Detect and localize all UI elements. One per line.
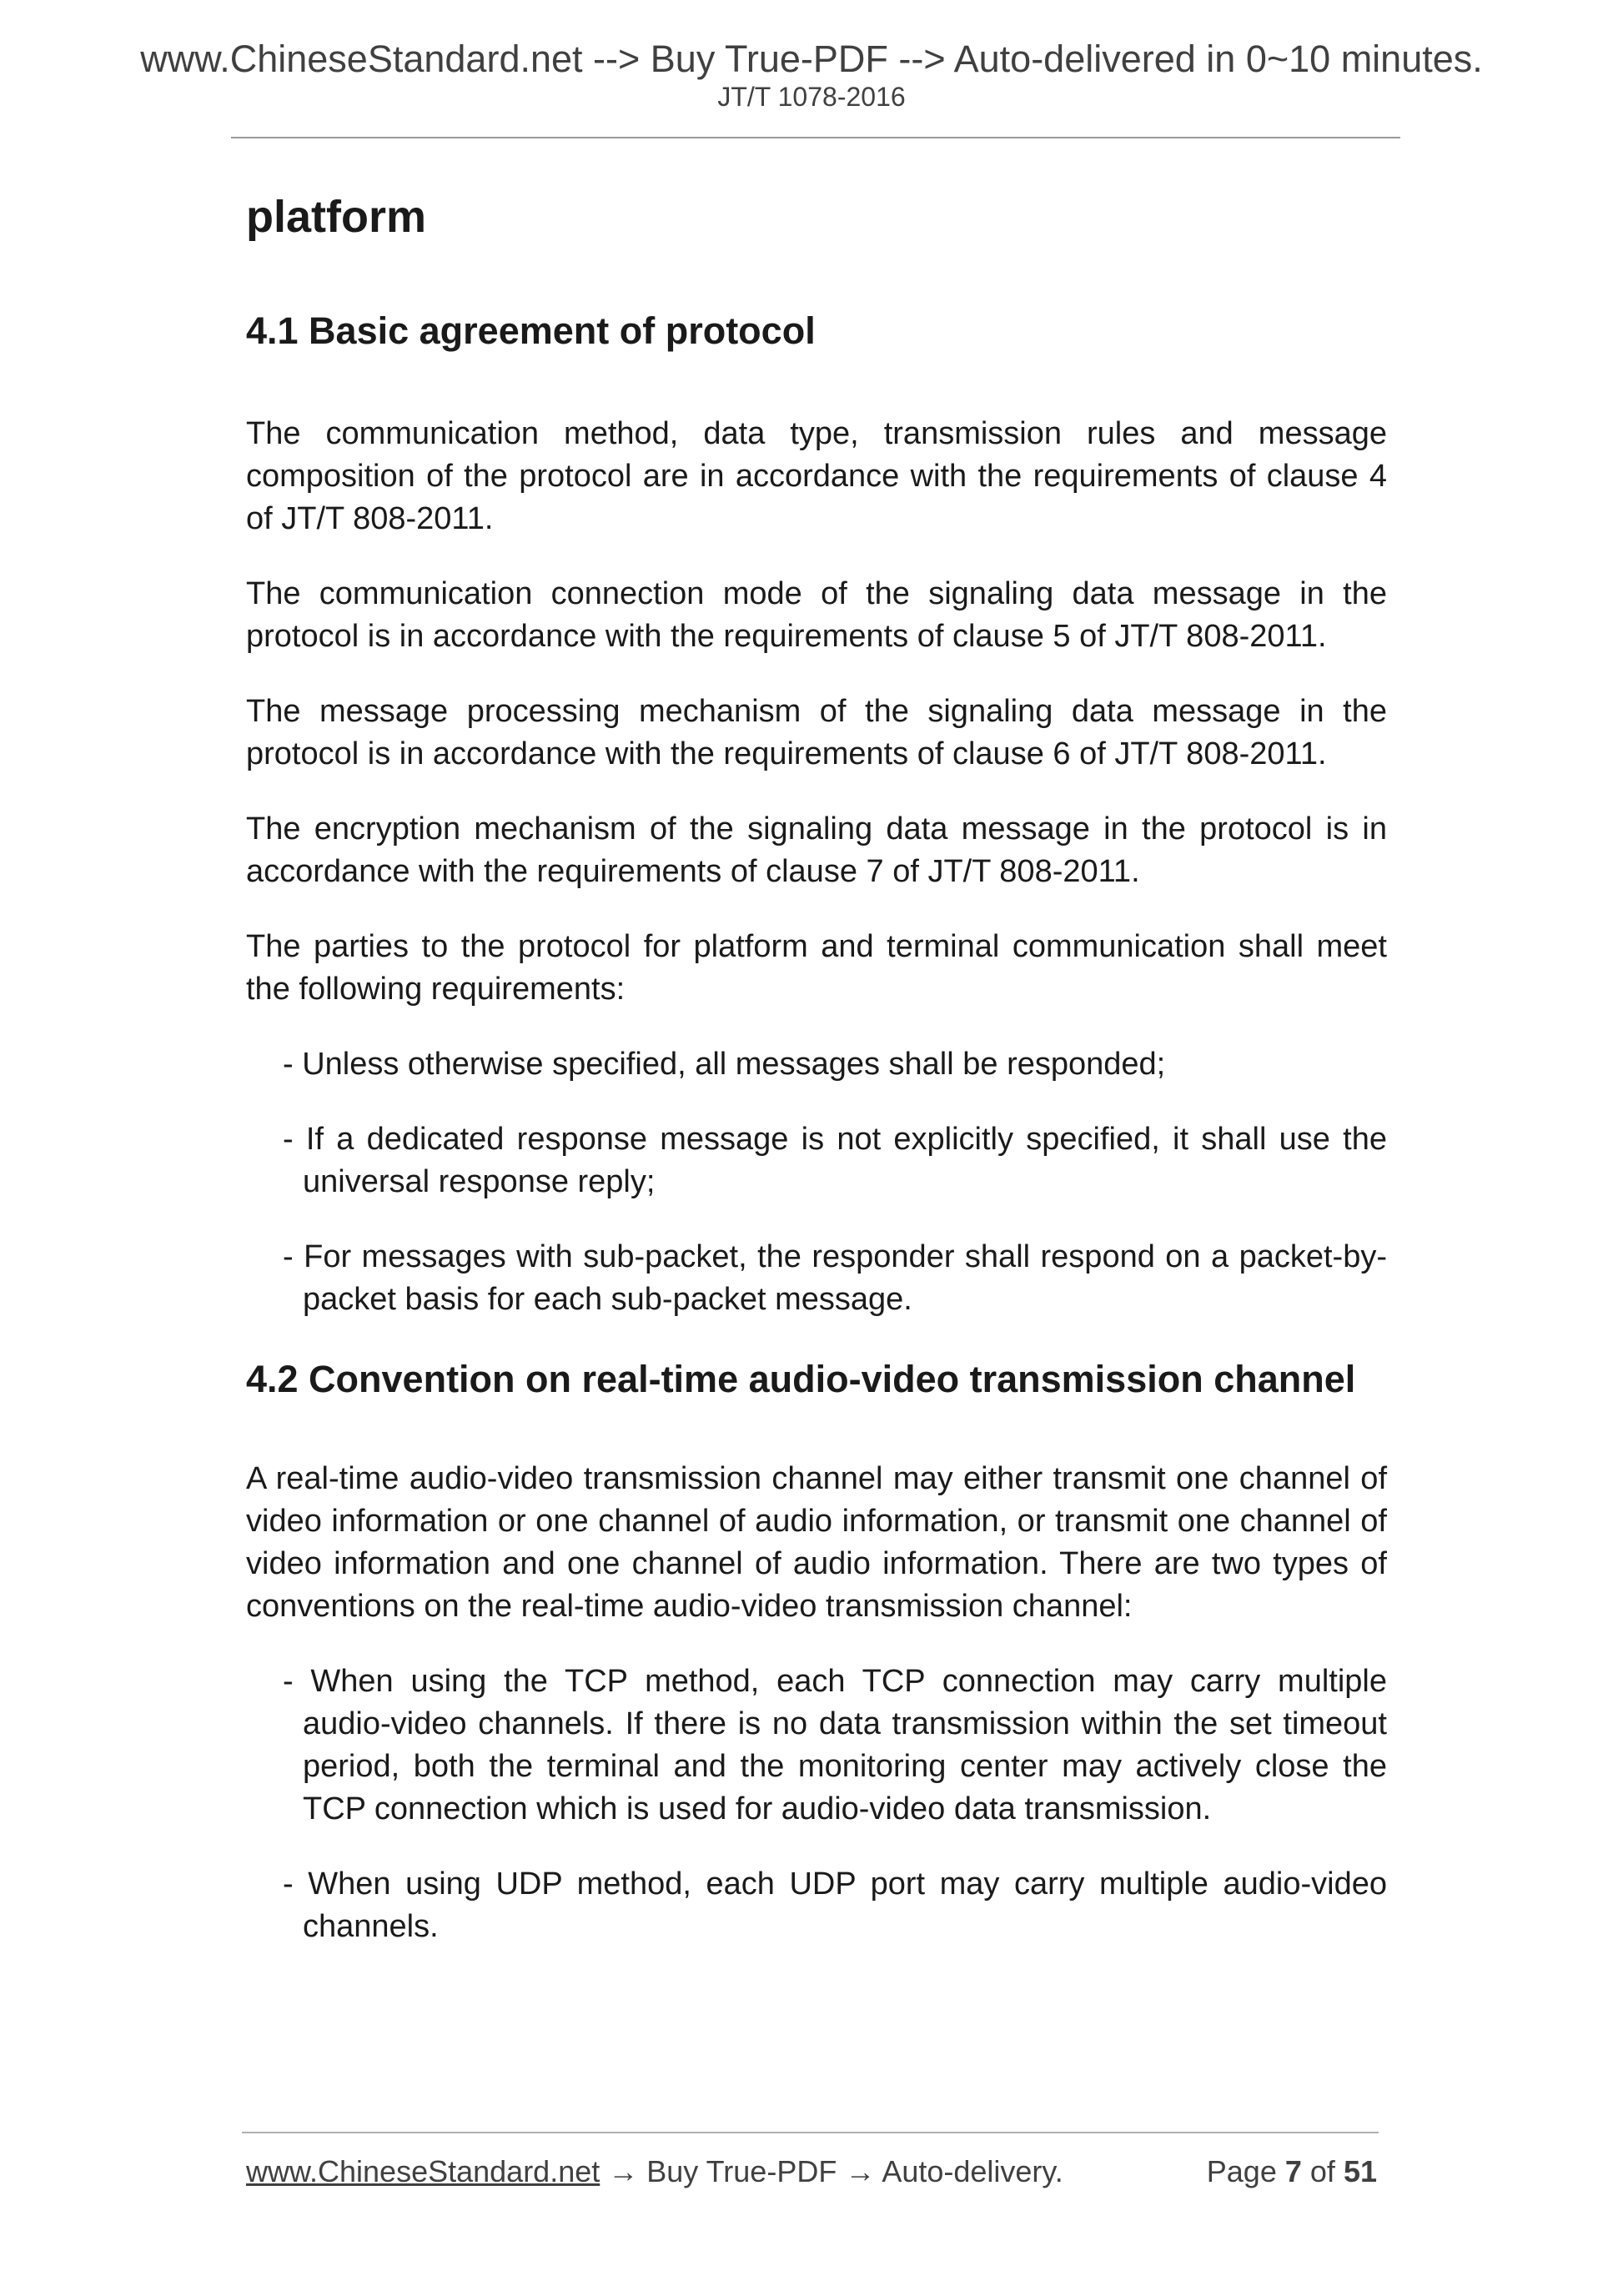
list-item: - If a dedicated response message is not explicitly specified, it shall use the universal response reply; xyxy=(283,1122,1387,1199)
list-item: - When using the TCP method, each TCP connection may carry multiple audio-video channels. If there is no data transmission within the set timeout period, both the terminal and the monitoring center may actively close the TCP connection which is used for audio-video data transmission. xyxy=(283,1664,1387,1826)
footer-site-link[interactable]: www.ChineseStandard.net xyxy=(246,2154,600,2188)
standard-code: JT/T 1078-2016 xyxy=(717,82,906,112)
total-pages: 51 xyxy=(1343,2154,1377,2188)
list-item: - When using UDP method, each UDP port may carry multiple audio-video channels. xyxy=(283,1866,1387,1944)
page-number: 7 xyxy=(1284,2154,1302,2188)
paragraph: The encryption mechanism of the signaling data message in the protocol is in accordance with the requirements of clause 7 of JT/T 808-2011. xyxy=(246,811,1387,889)
list-item: - For messages with sub-packet, the responder shall respond on a packet-by-packet basis for each sub-packet message. xyxy=(283,1239,1387,1317)
page-label: Page xyxy=(1206,2154,1277,2188)
page-content xyxy=(246,188,1387,1948)
paragraph: The communication method, data type, transmission rules and message composition of the protocol are in accordance with the requirements of clause 4 of JT/T 808-2011. xyxy=(246,416,1387,536)
footer-divider xyxy=(242,2132,1379,2133)
section-4-2-heading: 4.2 Convention on real-time audio-video transmission channel xyxy=(246,1358,1356,1400)
continued-heading: platform xyxy=(246,192,426,242)
list-item: - Unless otherwise specified, all messages shall be responded; xyxy=(283,1047,1166,1082)
header-divider xyxy=(231,137,1400,138)
section-4-1-heading: 4.1 Basic agreement of protocol xyxy=(246,309,816,352)
paragraph: A real-time audio-video transmission channel may either transmit one channel of video information or one channel of audio information, or transmit one channel of video information and one channel of audio information. There are two types of conventions on the real-time audio-video transmission channel: xyxy=(246,1461,1387,1624)
paragraph: The message processing mechanism of the signaling data message in the protocol is in accordance with the requirements of clause 6 of JT/T 808-2011. xyxy=(246,694,1387,771)
site-banner: www.ChineseStandard.net --> Buy True-PDF --> Auto-delivered in 0~10 minutes. xyxy=(140,38,1483,80)
paragraph: The parties to the protocol for platform and terminal communication shall meet the following requirements: xyxy=(246,929,1387,1007)
footer-tagline: → Buy True-PDF → Auto-delivery. xyxy=(600,2154,1063,2188)
paragraph: The communication connection mode of the signaling data message in the protocol is in accordance with the requirements of clause 5 of JT/T 808-2011. xyxy=(246,576,1387,654)
page-indicator xyxy=(1207,2153,1377,2190)
page-footer xyxy=(246,2153,1377,2190)
of-label: of xyxy=(1309,2154,1335,2188)
